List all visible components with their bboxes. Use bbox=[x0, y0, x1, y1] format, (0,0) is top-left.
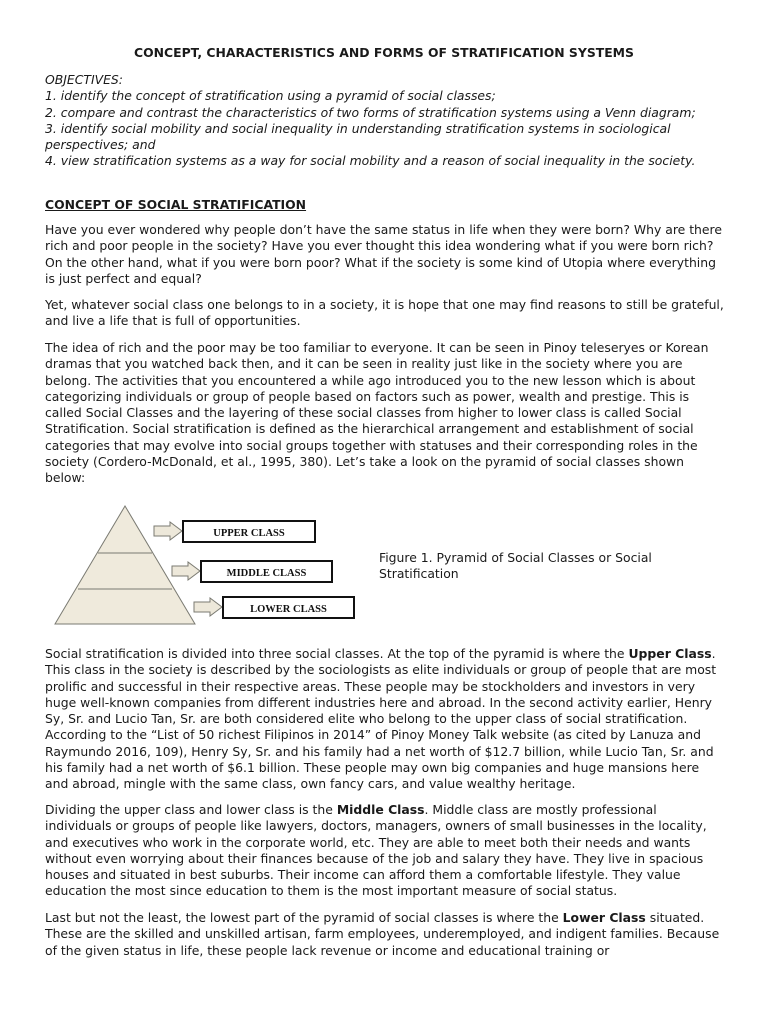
paragraph-definition: The idea of rich and the poor may be too familiar to everyone. It can be seen in Pinoy teleseryes or Korean dramas that you watched back then, and it can be seen in reality just like in the society where you are belong. The activities that you encountered a while ago introduced you to the new lesson which is about categorizing individuals or group of people based on factors such as power, wealth and prestige. This is called Social Classes and the layering of these social classes from higher to lower class is called Social Stratification. Social stratification is defined as the hierarchical arrangement and establishment of social categories that may evolve into social groups together with statuses and their corresponding roles in the society (Cordero-McDonald, et al., 1995, 380). Let’s take a look on the pyramid of social classes shown below: bbox=[45, 340, 709, 486]
objective-item-4: 4. view stratification systems as a way for social mobility and a reason of social inequality in the society. bbox=[45, 153, 696, 169]
document-title: CONCEPT, CHARACTERISTICS AND FORMS OF STRATIFICATION SYSTEMS bbox=[134, 45, 634, 60]
upper-class-label: UPPER CLASS bbox=[213, 528, 285, 539]
middle-class-text-a: Dividing the upper class and lower class is the bbox=[45, 802, 337, 817]
paragraph-hope: Yet, whatever social class one belongs to in a society, it is hope that one may find reasons to still be grateful, and live a life that is full of opportunities. bbox=[45, 297, 724, 329]
objectives-list bbox=[45, 72, 725, 170]
pyramid-diagram bbox=[52, 503, 362, 628]
arrow-upper-icon bbox=[154, 522, 182, 540]
middle-class-text-b: . Middle class are mostly professional individuals or groups of people like lawyers, doctors, managers, owners of small businesses in the locality, and executives who work in the corporate world, etc. They are able to meet both their needs and wants without even worrying about their finances because of the job and salary they have. They live in spacious houses and situated in best suburbs. Their income can afford them a comfortable lifestyle. They value education the most since education to them is the most important measure of social status. bbox=[45, 802, 707, 899]
arrow-middle-icon bbox=[172, 562, 200, 580]
paragraph-upper-class bbox=[45, 646, 725, 793]
objective-item-3: 3. identify social mobility and social inequality in understanding stratification systems in sociological perspectives; and bbox=[45, 120, 671, 153]
arrow-lower-icon bbox=[194, 598, 222, 616]
lower-class-text-a: Last but not the least, the lowest part of the pyramid of social classes is where the bbox=[45, 910, 563, 925]
upper-class-term: Upper Class bbox=[628, 646, 712, 661]
middle-class-label: MIDDLE CLASS bbox=[226, 568, 307, 579]
lower-class-text-b: situated. These are the skilled and unskilled artisan, farm employees, underemployed, and indigent families. Because of the given status in life, these people lack revenue or income and educational training or bbox=[45, 910, 720, 958]
section-heading: CONCEPT OF SOCIAL STRATIFICATION bbox=[45, 197, 307, 212]
lower-class-label: LOWER CLASS bbox=[250, 604, 327, 615]
figure-caption: Figure 1. Pyramid of Social Classes or Social Stratification bbox=[379, 550, 652, 582]
objective-item-2: 2. compare and contrast the characteristics of two forms of stratification systems using a Venn diagram; bbox=[45, 104, 696, 120]
lower-class-term: Lower Class bbox=[562, 910, 646, 925]
objective-item-1: 1. identify the concept of stratification using a pyramid of social classes; bbox=[45, 88, 496, 104]
upper-class-text-a: Social stratification is divided into three social classes. At the top of the pyramid is where the bbox=[45, 646, 629, 661]
middle-class-term: Middle Class bbox=[336, 802, 425, 817]
paragraph-middle-class bbox=[45, 802, 725, 900]
paragraph-intro: Have you ever wondered why people don’t have the same status in life when they were born? Why are there rich and poor people in the society? Have you ever thought this idea wondering what if you were born rich? On the other hand, what if you were born poor? What if the society is some kind of Utopia where everything is just perfect and equal? bbox=[45, 222, 722, 286]
pyramid-figure bbox=[52, 503, 362, 628]
pyramid-shape bbox=[55, 506, 195, 624]
objectives-heading: OBJECTIVES: bbox=[45, 72, 123, 87]
paragraph-lower-class bbox=[45, 910, 725, 959]
upper-class-text-b: . This class in the society is described by the sociologists as elite individuals or group of people that are most prolific and successful in their respective areas. These people may be stockholders and investors in very huge well-known companies from different industries here and abroad. In the second activity earlier, Henry Sy, Sr. and Lucio Tan, Sr. are both considered elite who belong to the upper class of social stratification. According to the “List of 50 richest Filipinos in 2014” of Pinoy Money Talk website (as cited by Lanuza and Raymundo 2016, 109), Henry Sy, Sr. and his family had a net worth of $12.7 billion, while Lucio Tan, Sr. and his family had a net worth of $6.1 billion. These people may own big companies and huge mansions here and abroad, mingle with the same class, own fancy cars, and value wealthy heritage. bbox=[45, 646, 717, 792]
